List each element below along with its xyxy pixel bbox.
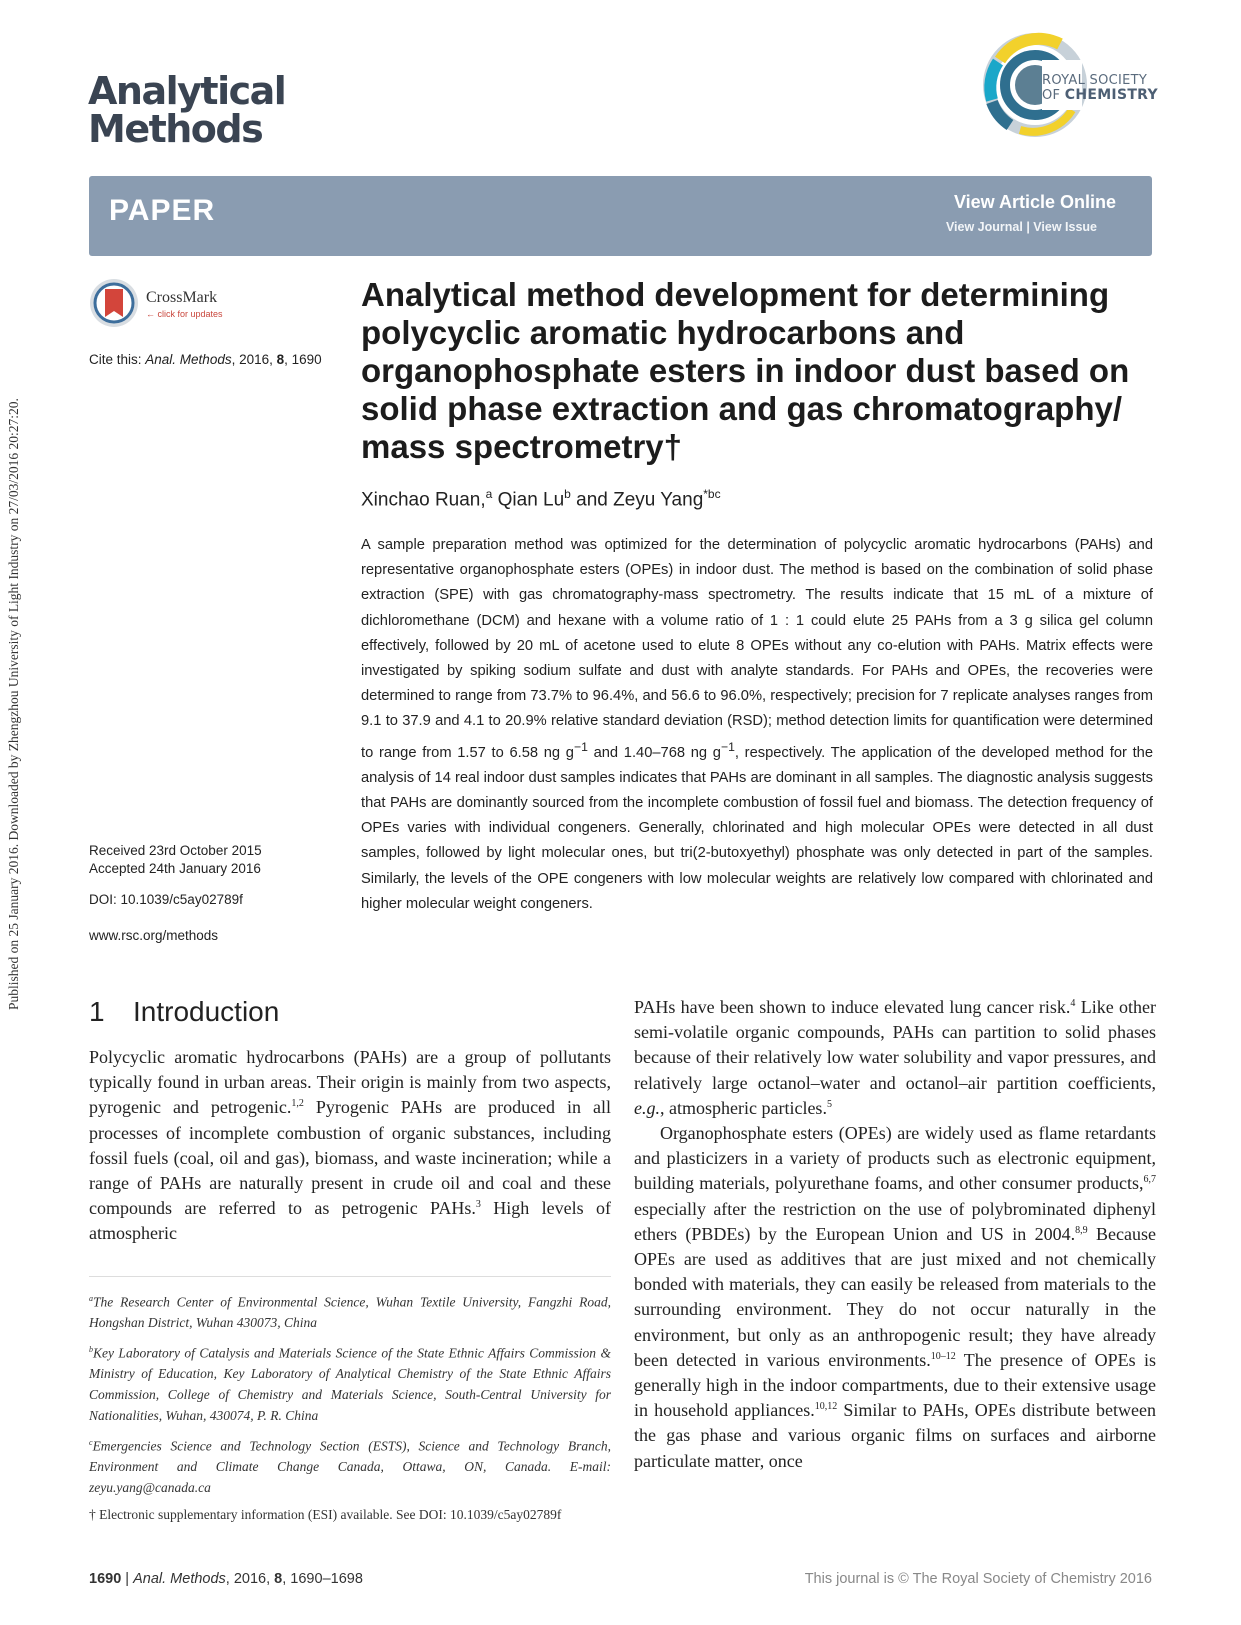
- section-heading: [89, 996, 279, 1028]
- reference-link[interactable]: 10–12: [930, 1350, 956, 1362]
- body-text: The presence of OPEs is generally high in the indoor compartments, due to their extensive usage in household appliances.: [634, 1349, 1156, 1421]
- body-text: Like other semi-volatile organic compounds, PAHs can partition to solid phases because of their relatively low water solubility and vapor pressures, and relatively large octanol–water and octanol–air partition coefficients,: [634, 997, 1156, 1093]
- rsc-logo[interactable]: [980, 30, 1160, 145]
- journal-logo[interactable]: [88, 69, 286, 151]
- body-text: Pyrogenic PAHs are produced in all processes of incomplete combustion of organic substances, including fossil fuels (coal, oil and gas), biomass, and waste incineration; while a range of PAHs are naturally present in crude oil and coal and these compounds are referred to as petrogenic PAHs.: [89, 1097, 611, 1219]
- affiliation-c: [89, 1433, 611, 1499]
- affiliation-text: Key Laboratory of Catalysis and Materials Science of the State Ethnic Affairs Commission & Ministry of Education, Key Laboratory of Analytical Chemistry of the State Ethnic Affairs Commission, College of Chemistry and Materials Science, South-Central University for Nationalities, Wuhan, 430074, P. R. China: [89, 1345, 611, 1423]
- footer-year: , 2016,: [225, 1571, 275, 1587]
- affiliation-text: The Research Center of Environmental Science, Wuhan Textile University, Fangzhi Road, Hongshan District, Wuhan 430073, China: [89, 1294, 611, 1331]
- paragraph: [634, 995, 1156, 1121]
- body-text: PAHs have been shown to induce elevated lung cancer risk.: [634, 997, 1071, 1017]
- crossmark-sublabel: [146, 309, 223, 319]
- body-text: Because OPEs are used as additives that are just mixed and not chemically bonded with materials, they can easily be released from materials to the surrounding environment. They do not occur naturally in the environment, but only as an anthropogenic result; they have already been detected in various environments.: [634, 1223, 1157, 1370]
- article-title: Analytical method development for determining polycyclic aromatic hydrocarbons and organophosphate esters in indoor dust based on solid phase extraction and gas chromatography/ mass spectrometry†: [361, 276, 1130, 465]
- cite-year: , 2016,: [231, 352, 277, 367]
- body-text-left: [89, 1045, 611, 1247]
- body-text: Polycyclic aromatic hydrocarbons (PAHs) are a group of pollutants typically found in urban areas. Their origin is mainly from two aspects, pyrogenic and petrogenic.: [89, 1047, 611, 1118]
- author-name[interactable]: Qian Lu: [492, 489, 565, 511]
- author-list: [361, 487, 721, 511]
- rsc-line2-bold: CHEMISTRY: [1064, 87, 1158, 103]
- footnotes: [89, 1289, 611, 1531]
- body-text: Similar to PAHs, OPEs distribute between the gas phase and various organic films on surfaces and airborne particulate matter, once: [634, 1400, 1156, 1471]
- accepted-date: Accepted 24th January 2016: [89, 861, 261, 876]
- journal-website-link[interactable]: www.rsc.org/methods: [89, 928, 219, 943]
- doi[interactable]: DOI: 10.1039/c5ay02789f: [89, 892, 243, 907]
- abstract-text: A sample preparation method was optimized for the determination of polycyclic aromatic hydrocarbons (PAHs) and representative organophosphate esters (OPEs) in indoor dust. The method is based on the combination of solid phase extraction (SPE) with gas chromatography-mass spectrometry. The results indicate that 15 mL of a mixture of dichloromethane (DCM) and hexane with a volume ratio of 1 : 1 could elute 25 PAHs from a 3 g silica gel column effectively, followed by 20 mL of acetone used to elute 8 OPEs without any co-elution with PAHs. Matrix effects were investigated by spiking sodium sulfate and dust with analyte standards. For PAHs and OPEs, the recoveries were determined to range from 73.7% to 96.4%, and 56.6 to 96.0%, respectively; precision for 7 replicate analyses ranges from 9.1 to 37.9 and 4.1 to 20.9% relative standard deviation (RSD); method detection limits for quantification were determined to range from 1.57 to 6.58 ng g: [361, 537, 1153, 761]
- section-number: 1: [89, 996, 105, 1027]
- reference-link[interactable]: 4: [1070, 998, 1076, 1009]
- reference-link[interactable]: 1,2: [291, 1098, 304, 1110]
- unit-exponent: −1: [720, 739, 735, 754]
- page-number: 1690: [89, 1571, 122, 1587]
- crossmark-badge[interactable]: [88, 277, 248, 333]
- reference-link[interactable]: 3: [475, 1199, 481, 1211]
- footer-separator: |: [121, 1571, 134, 1587]
- author-affiliation-mark: a: [485, 487, 493, 501]
- abstract-text: and 1.40–768 ng g: [587, 744, 721, 761]
- esi-note: † Electronic supplementary information (ESI) available. See DOI: 10.1039/c5ay02789f: [89, 1506, 562, 1522]
- article-type-banner: [89, 176, 1152, 256]
- footer-pages: , 1690–1698: [282, 1571, 363, 1587]
- affiliation-mark: b: [89, 1345, 93, 1355]
- rsc-line1: ROYAL SOCIETY: [1042, 73, 1148, 88]
- body-text: High levels of atmospheric: [89, 1198, 611, 1244]
- affiliation-mark: c: [89, 1437, 93, 1447]
- cite-prefix: Cite this:: [89, 352, 146, 367]
- affiliation-mark: a: [89, 1294, 93, 1303]
- banner-links: [946, 220, 1097, 234]
- abstract-text: , respectively. The application of the developed method for the analysis of 14 real indoor dust samples indicates that PAHs are dominant in all samples. The diagnostic analysis suggests that PAHs are dominantly sourced from the incomplete combustion of fossil fuel and biomass. The detection frequency of OPEs varies with individual congeners. Generally, chlorinated and high molecular OPEs were detected in all dust samples, followed by light molecular ones, but tri(2-butoxyethyl) phosphate was only detected in part of the samples. Similarly, the levels of the OPE congeners with low molecular weights are relatively low compared with chlorinated and higher molecular weight congeners.: [361, 744, 1153, 912]
- body-text: especially after the restriction on the use of polybrominated diphenyl ethers (PBDEs) by the European Union and US in 2004.: [634, 1198, 1156, 1244]
- crossmark-sub-text: click for updates: [157, 309, 223, 319]
- body-text-italic: e.g.: [634, 1097, 660, 1118]
- view-journal-link[interactable]: View Journal: [945, 220, 1023, 234]
- author-name[interactable]: Xinchao Ruan,: [361, 489, 486, 511]
- author-affiliation-mark: *bc: [703, 487, 721, 501]
- affiliation-text: Emergencies Science and Technology Section (ESTS), Science and Technology Branch, Environment and Climate Change Canada, Ottawa, ON, Canada. E-mail: zeyu.yang@canada.ca: [89, 1438, 611, 1495]
- page-footer-left: [89, 1571, 363, 1587]
- crossmark-label: CrossMark: [146, 289, 218, 306]
- rsc-wordmark: [1042, 74, 1158, 103]
- paragraph: [634, 1121, 1156, 1474]
- journal-name-line2: Methods: [88, 107, 263, 151]
- author-name[interactable]: and Zeyu Yang: [570, 489, 704, 511]
- reference-link[interactable]: 6,7: [1143, 1174, 1156, 1186]
- cite-page: , 1690: [284, 352, 322, 367]
- rsc-line2-prefix: OF: [1042, 88, 1065, 103]
- affiliation-a: [89, 1289, 611, 1334]
- footer-journal: Anal. Methods: [133, 1571, 226, 1587]
- abstract: [361, 533, 1153, 917]
- body-text-right: [634, 995, 1156, 1474]
- crossmark-icon: [88, 277, 140, 329]
- footnote-divider: [89, 1276, 611, 1277]
- reference-link[interactable]: 8,9: [1075, 1224, 1088, 1236]
- cite-volume: 8: [276, 352, 285, 367]
- affiliation-b: [89, 1340, 611, 1427]
- link-separator: |: [1026, 220, 1030, 234]
- unit-exponent: −1: [573, 739, 588, 754]
- reference-link[interactable]: 10,12: [814, 1401, 838, 1413]
- arrow-left-icon: ←: [146, 309, 158, 319]
- body-text: Organophosphate esters (OPEs) are widely used as flame retardants and plasticizers in a variety of products such as electronic equipment, building materials, polyurethane foams, and other consumer products,: [634, 1123, 1156, 1194]
- received-date: Received 23rd October 2015: [89, 843, 262, 858]
- section-title: Introduction: [133, 996, 280, 1027]
- cite-journal: Anal. Methods: [145, 352, 232, 367]
- footer-volume: 8: [274, 1571, 283, 1587]
- rsc-line2: [1042, 88, 1158, 103]
- body-text: , atmospheric particles.: [660, 1097, 827, 1118]
- view-issue-link[interactable]: View Issue: [1033, 220, 1097, 234]
- article-type-label: PAPER: [109, 194, 216, 227]
- journal-name-line1: Analytical: [88, 69, 286, 113]
- cite-this: [89, 352, 322, 367]
- view-article-online-link[interactable]: View Article Online: [953, 192, 1116, 212]
- reference-link[interactable]: 5: [826, 1098, 832, 1110]
- received-accepted-dates: [89, 842, 262, 878]
- copyright-notice: This journal is © The Royal Society of Chemistry 2016: [804, 1571, 1152, 1587]
- author-affiliation-mark: b: [564, 487, 571, 501]
